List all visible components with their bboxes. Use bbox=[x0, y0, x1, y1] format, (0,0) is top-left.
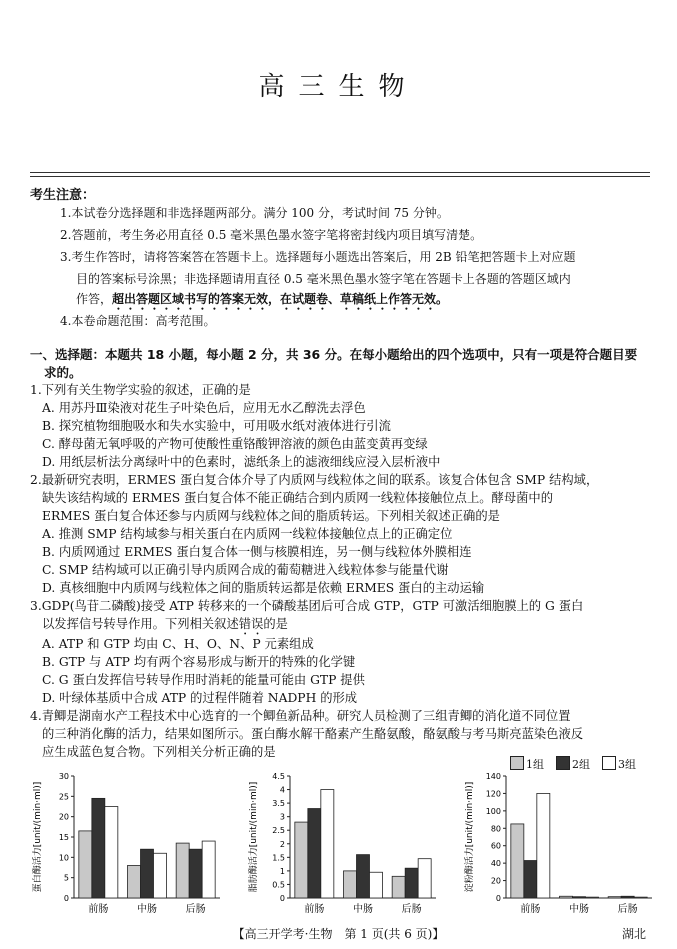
bar bbox=[634, 897, 647, 898]
question-3-stem: 3.GDP(鸟苷二磷酸)接受 ATP 转移来的一个磷酸基团后可合成 GTP，GTP 可激活细胞膜上的 G 蛋白 bbox=[30, 599, 584, 613]
bar bbox=[418, 859, 431, 898]
y-tick-label: 20 bbox=[490, 876, 501, 886]
question-3-option-c: C. G 蛋白发挥信号转导作用时消耗的能量可能由 GTP 提供 bbox=[42, 673, 365, 687]
stem-text: 以发挥信号转导作用。下列相关叙述 bbox=[42, 617, 239, 631]
legend-swatch bbox=[602, 756, 616, 770]
bar bbox=[92, 798, 105, 898]
bar bbox=[511, 824, 524, 898]
y-tick-label: 5 bbox=[63, 873, 69, 883]
y-tick-label: 140 bbox=[485, 772, 501, 781]
question-3-option-b: B. GTP 与 ATP 均有两个容易形成与断开的特殊的化学键 bbox=[42, 655, 356, 669]
legend-label: 3组 bbox=[618, 758, 636, 771]
page-title: 高三生物 bbox=[258, 72, 419, 102]
x-tick-label: 中肠 bbox=[353, 904, 373, 915]
x-tick-label: 后肠 bbox=[185, 904, 206, 915]
y-axis-label: 脂肪酶活力[unit/(min·ml)] bbox=[249, 781, 259, 893]
protease-chart bbox=[28, 770, 228, 920]
bar bbox=[608, 897, 621, 898]
y-tick-label: 3.5 bbox=[272, 799, 285, 809]
question-3-option-d: D. 叶绿体基质中合成 ATP 的过程伴随着 NADPH 的形成 bbox=[42, 691, 358, 705]
bar bbox=[405, 868, 418, 898]
section-line: 一、选择题：本题共 18 小题，每小题 2 分，共 36 分。在每小题给出的四个选项中，只有一项是符合题目要 bbox=[30, 347, 638, 362]
question-3-option-a: A. ATP 和 GTP 均由 C、H、O、N、P 元素组成 bbox=[42, 637, 314, 651]
note-item: 目的答案标号涂黑；非选择题请用直径 0.5 毫米黑色墨水签字笔在答题卡上各题的答题区域内 bbox=[76, 272, 571, 286]
question-4-stem: 应生成蓝色复合物。下列相关分析正确的是 bbox=[42, 745, 276, 759]
y-tick-label: 100 bbox=[485, 806, 501, 816]
x-tick-label: 后肠 bbox=[617, 904, 638, 915]
divider bbox=[30, 176, 650, 177]
note-text: 作答， bbox=[76, 292, 113, 306]
y-tick-label: 0 bbox=[63, 894, 69, 903]
y-tick-label: 80 bbox=[490, 824, 501, 834]
bar bbox=[586, 897, 599, 898]
y-tick-label: 15 bbox=[58, 833, 69, 842]
bar bbox=[141, 849, 154, 898]
question-1-option-d: D. 用纸层析法分离绿叶中的色素时，滤纸条上的滤液细线应浸入层析液中 bbox=[42, 455, 441, 469]
question-4-stem: 的三种消化酶的活力，结果如图所示。蛋白酶水解干酪素产生酪氨酸，酪氨酸与考马斯亮蓝染色液反 bbox=[42, 727, 584, 741]
notes-heading: 考生注意： bbox=[30, 188, 96, 203]
question-2-stem: 缺失该结构域的 ERMES 蛋白复合体不能正确结合到内质网一线粒体接触位点上。酵母菌中的 bbox=[42, 491, 554, 505]
bar bbox=[189, 849, 202, 898]
y-tick-label: 25 bbox=[58, 792, 69, 802]
note-item: 1.本试卷分选择题和非选择题两部分。满分 100 分，考试时间 75 分钟。 bbox=[60, 206, 449, 220]
legend-label: 2组 bbox=[572, 758, 590, 771]
y-tick-label: 1.5 bbox=[272, 853, 285, 863]
question-2-option-c: C. SMP 结构域可以正确引导内质网合成的葡萄糖进入线粒体参与能量代谢 bbox=[42, 563, 449, 577]
bar bbox=[176, 843, 189, 898]
bar bbox=[128, 865, 141, 898]
bar bbox=[524, 861, 537, 898]
bar bbox=[308, 809, 321, 898]
y-tick-label: 1 bbox=[279, 866, 285, 876]
bar bbox=[537, 793, 550, 898]
question-4-stem: 4.青鲫是湖南水产工程技术中心选育的一个鲫鱼新品种。研究人员检测了三组青鲫的消化道不同位置 bbox=[30, 709, 571, 723]
bar bbox=[621, 896, 634, 898]
bar bbox=[357, 855, 370, 898]
y-tick-label: 30 bbox=[58, 772, 69, 781]
y-tick-label: 2 bbox=[279, 839, 285, 849]
bar bbox=[105, 807, 118, 899]
bar bbox=[573, 897, 586, 898]
bar bbox=[392, 876, 405, 898]
legend-label: 1组 bbox=[526, 758, 544, 771]
x-tick-label: 中肠 bbox=[569, 904, 589, 915]
question-1-option-c: C. 酵母菌无氧呼吸的产物可使酸性重铬酸钾溶液的颜色由蓝变黄再变绿 bbox=[42, 437, 428, 451]
y-axis-label: 淀粉酶活力[unit/(min·ml)] bbox=[465, 781, 475, 893]
x-tick-label: 前肠 bbox=[520, 904, 541, 915]
divider bbox=[30, 172, 650, 173]
y-tick-label: 60 bbox=[490, 841, 501, 851]
y-tick-label: 40 bbox=[490, 859, 501, 869]
bar bbox=[202, 841, 215, 898]
y-tick-label: 4 bbox=[279, 785, 285, 795]
legend-swatch bbox=[510, 756, 524, 770]
lipase-chart bbox=[244, 770, 444, 920]
bar bbox=[344, 871, 357, 898]
question-1-option-a: A. 用苏丹Ⅲ染液对花生子叶染色后，应用无水乙醇洗去浮色 bbox=[42, 401, 366, 415]
region-label: 湖北 bbox=[622, 927, 647, 941]
y-tick-label: 0 bbox=[279, 894, 285, 903]
y-tick-label: 0 bbox=[495, 894, 501, 903]
y-tick-label: 3 bbox=[279, 812, 285, 822]
bar bbox=[79, 831, 92, 898]
bar bbox=[560, 896, 573, 898]
question-2-option-d: D. 真核细胞中内质网与线粒体之间的脂质转运都是依赖 ERMES 蛋白的主动运输 bbox=[42, 581, 485, 595]
question-2-option-b: B. 内质网通过 ERMES 蛋白复合体一侧与核膜相连，另一侧与线粒体外膜相连 bbox=[42, 545, 472, 559]
x-tick-label: 前肠 bbox=[304, 904, 325, 915]
question-2-stem: 2.最新研究表明，ERMES 蛋白复合体介导了内质网与线粒体之间的联系。该复合体包含 SMP 结构域， bbox=[30, 473, 599, 487]
question-2-option-a: A. 推测 SMP 结构域参与相关蛋白在内质网一线粒体接触位点上的正确定位 bbox=[42, 527, 453, 541]
y-tick-label: 10 bbox=[58, 853, 69, 863]
bar bbox=[370, 872, 383, 898]
y-tick-label: 0.5 bbox=[272, 880, 285, 890]
stem-emphasis: 错误 bbox=[238, 617, 264, 631]
amylase-chart bbox=[460, 770, 660, 920]
bar bbox=[154, 853, 167, 898]
bar bbox=[321, 790, 334, 898]
question-1-stem: 1.下列有关生物学实验的叙述，正确的是 bbox=[30, 383, 251, 397]
y-tick-label: 20 bbox=[58, 812, 69, 822]
question-2-stem: ERMES 蛋白复合体还参与内质网与线粒体之间的脂质转运。下列相关叙述正确的是 bbox=[42, 509, 500, 523]
page-footer: 【高三开学考·生物 第 1 页(共 6 页)】 bbox=[232, 927, 445, 941]
y-tick-label: 2.5 bbox=[272, 826, 285, 836]
section-line: 求的。 bbox=[44, 365, 82, 380]
note-item: 2.答题前，考生务必用直径 0.5 毫米黑色墨水签字笔将密封线内项目填写清楚。 bbox=[60, 228, 483, 242]
section-heading bbox=[30, 346, 660, 382]
y-tick-label: 120 bbox=[485, 789, 501, 799]
note-emphasis: 超出答题区域书写的答案无效，在试题卷、草稿纸上作答无效。 bbox=[112, 292, 449, 306]
note-item: 4.本卷命题范围：高考范围。 bbox=[60, 314, 216, 328]
note-item: 3.考生作答时，请将答案答在答题卡上。选择题每小题选出答案后，用 2B 铅笔把答题卡上对应题 bbox=[60, 250, 576, 264]
x-tick-label: 后肠 bbox=[401, 904, 422, 915]
y-axis-label: 蛋白酶活力[unit/(min·ml)] bbox=[33, 781, 43, 893]
legend-swatch bbox=[556, 756, 570, 770]
y-tick-label: 4.5 bbox=[272, 772, 285, 781]
question-1-option-b: B. 探究植物细胞吸水和失水实验中，可用吸水纸对液体进行引流 bbox=[42, 419, 391, 433]
bar bbox=[295, 822, 308, 898]
stem-text: 的是 bbox=[263, 617, 288, 631]
x-tick-label: 中肠 bbox=[137, 904, 157, 915]
x-tick-label: 前肠 bbox=[88, 904, 109, 915]
